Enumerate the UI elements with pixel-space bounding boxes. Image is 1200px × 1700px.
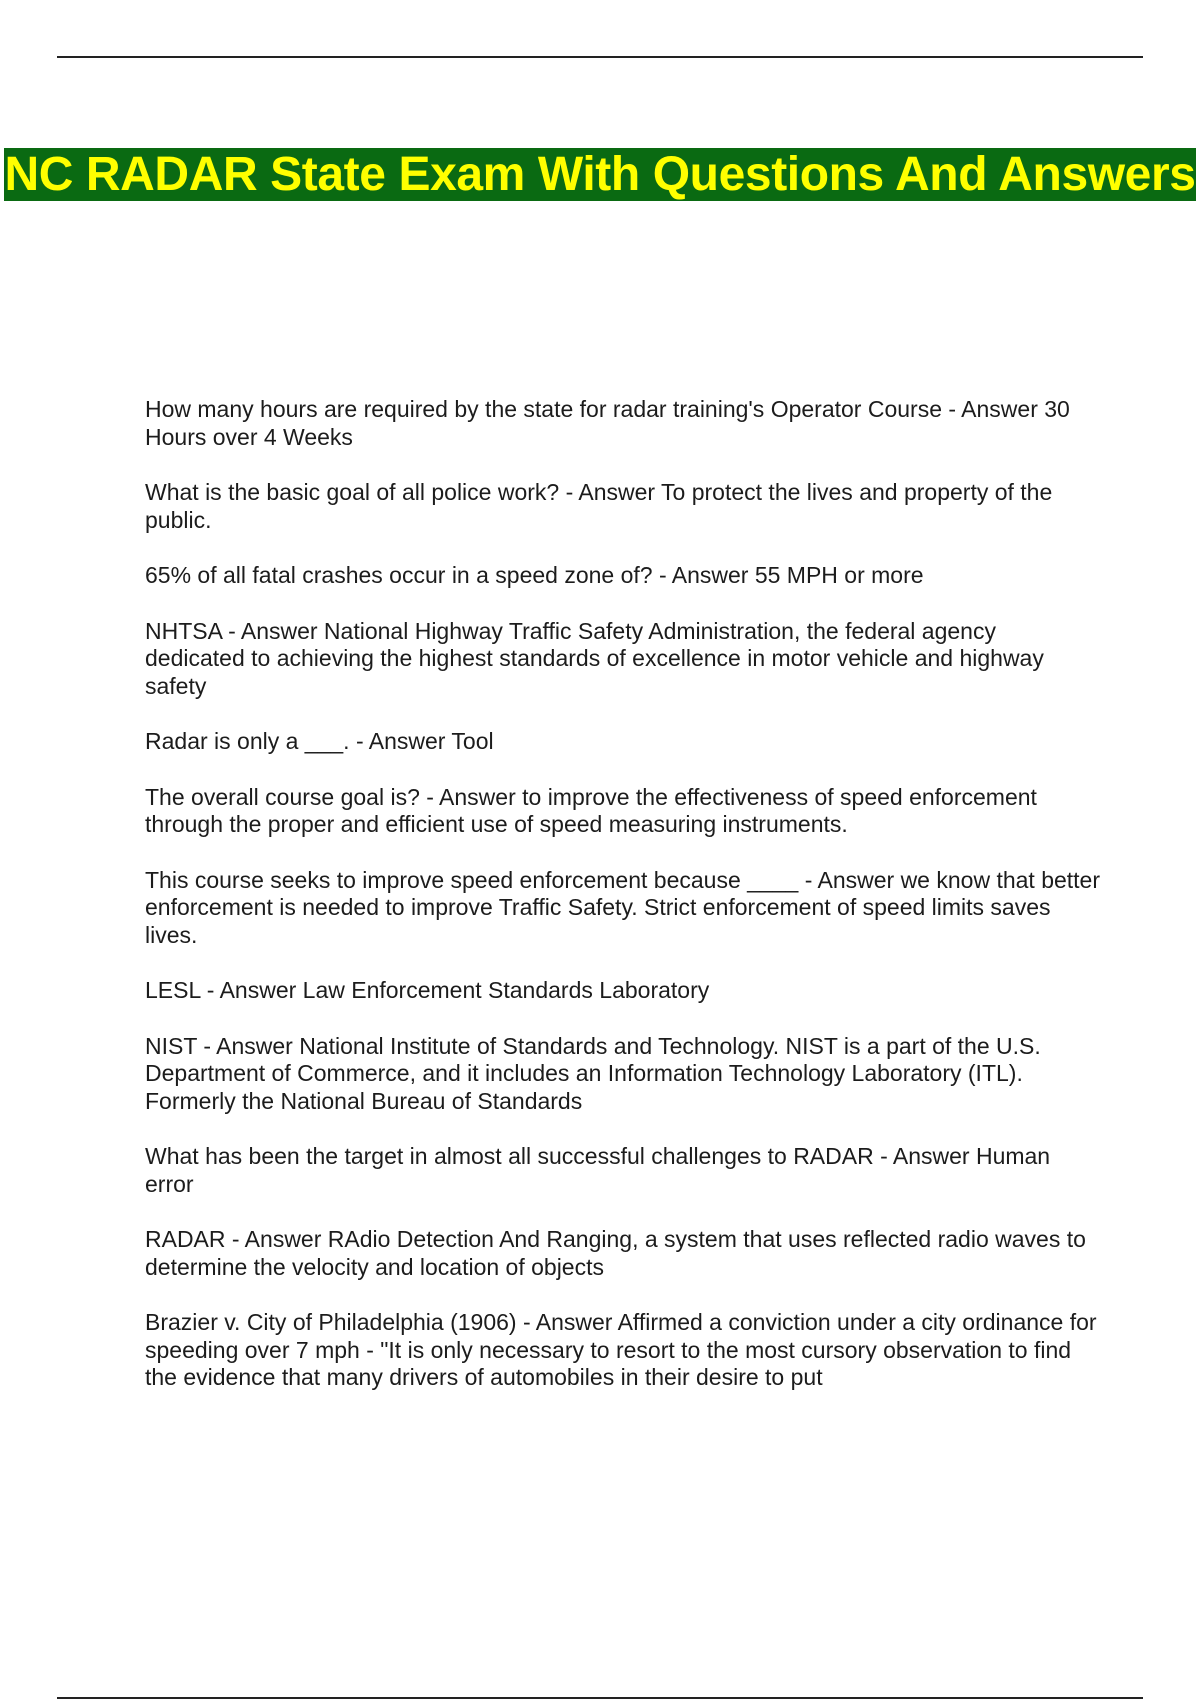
qa-item: NHTSA - Answer National Highway Traffic Safety Administration, the federal agency dedicated to achieving the highest standards of excellence in motor vehicle and highway safety	[145, 617, 1044, 699]
title-block	[0, 146, 1200, 203]
qa-item: LESL - Answer Law Enforcement Standards Laboratory	[145, 977, 710, 1003]
qa-item: The overall course goal is? - Answer to improve the effectiveness of speed enforcement through the proper and efficient use of speed measuring instruments.	[145, 783, 1037, 837]
qa-item: What has been the target in almost all successful challenges to RADAR - Answer Human error	[145, 1143, 1051, 1197]
qa-item: Radar is only a ___. - Answer Tool	[145, 728, 494, 754]
document-title: NC RADAR State Exam With Questions And Answers	[4, 148, 1196, 201]
qa-item: 65% of all fatal crashes occur in a speed zone of? - Answer 55 MPH or more	[145, 562, 924, 588]
qa-item: NIST - Answer National Institute of Standards and Technology. NIST is a part of the U.S. Department of Commerce, and it includes an Information Technology Laboratory (ITL). Formerly the National Bureau of Standards	[145, 1032, 1041, 1114]
qa-item: Brazier v. City of Philadelphia (1906) - Answer Affirmed a conviction under a city ordinance for speeding over 7 mph - "It is only necessary to resort to the most cursory observation to find the evidence that many drivers of automobiles in their desire to put	[145, 1309, 1097, 1390]
qa-item: What is the basic goal of all police work? - Answer To protect the lives and property of the public.	[145, 479, 1053, 533]
footer-rule	[57, 1697, 1143, 1699]
qa-item: RADAR - Answer RAdio Detection And Ranging, a system that uses reflected radio waves to determine the velocity and location of objects	[145, 1226, 1086, 1280]
qa-list	[145, 396, 1100, 1420]
header-rule	[57, 56, 1143, 58]
qa-item: This course seeks to improve speed enforcement because ____ - Answer we know that better enforcement is needed to improve Traffic Safety. Strict enforcement of speed limits saves lives.	[145, 866, 1101, 948]
qa-item: How many hours are required by the state for radar training's Operator Course - Answer 30 Hours over 4 Weeks	[145, 396, 1070, 450]
